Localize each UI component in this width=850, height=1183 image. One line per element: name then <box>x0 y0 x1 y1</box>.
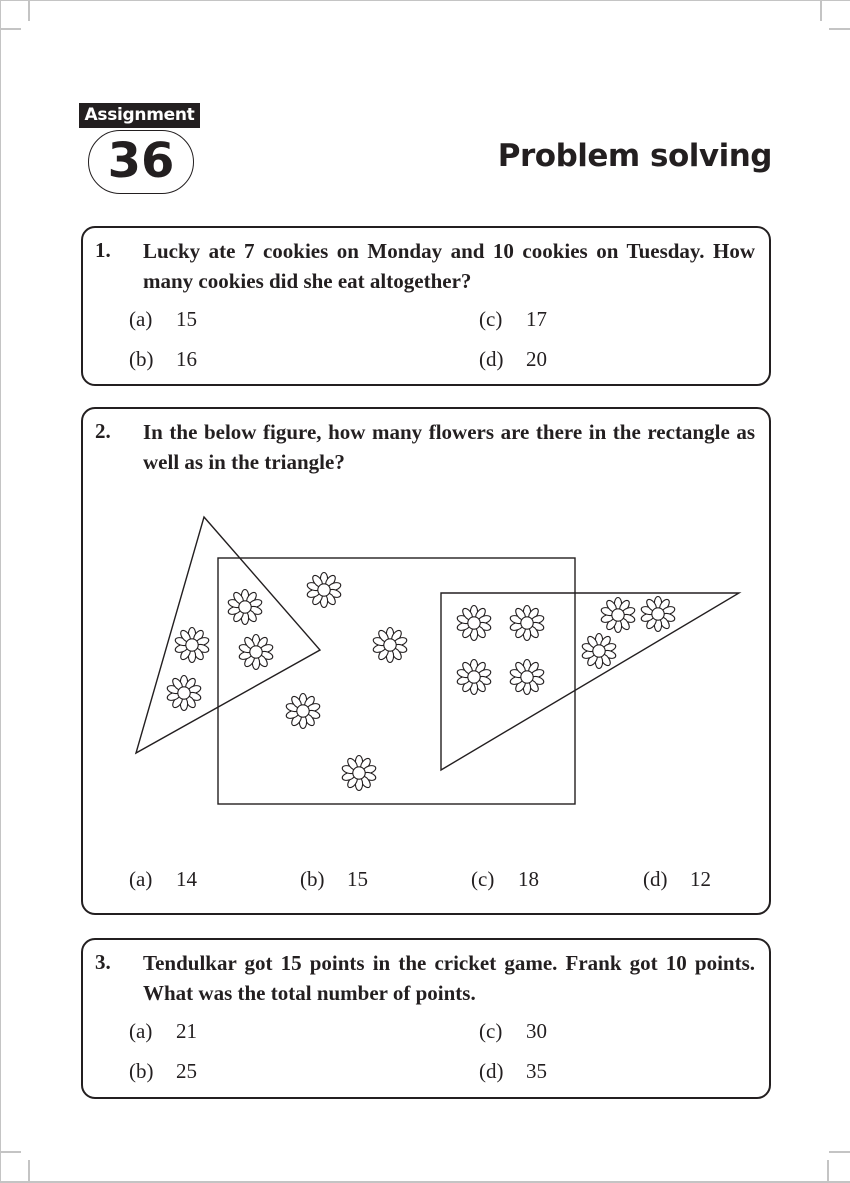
question-number: 3. <box>95 950 111 974</box>
flower-icon <box>306 573 342 608</box>
question-text: Lucky ate 7 cookies on Monday and 10 cookies on Tuesday. How many cookies did she eat altogether? <box>143 239 755 293</box>
assignment-number: 36 <box>88 130 194 194</box>
assignment-label: Assignment <box>79 103 200 128</box>
question-text: In the below figure, how many flowers are there in the rectangle as well as in the triangle? <box>143 420 755 474</box>
flower-icon <box>174 628 210 663</box>
option-d[interactable]: (d) 12 <box>643 867 711 891</box>
option-b[interactable]: (b) 15 <box>300 867 368 891</box>
flower-icon <box>285 694 321 729</box>
flower-icon <box>456 660 492 695</box>
option-c[interactable]: (c) 30 <box>479 1019 547 1043</box>
question-number: 1. <box>95 238 111 262</box>
option-c[interactable]: (c) 17 <box>479 307 547 331</box>
flower-icon <box>372 628 408 663</box>
flower-icon <box>238 635 274 670</box>
flower-icon <box>341 756 377 791</box>
flower-icon <box>509 606 545 641</box>
flower-icon <box>227 590 263 625</box>
option-b[interactable]: (b) 16 <box>129 347 197 371</box>
page-title: Problem solving <box>497 138 772 174</box>
option-a[interactable]: (a) 21 <box>129 1019 197 1043</box>
question-3 <box>81 938 771 1099</box>
question-text: Tendulkar got 15 points in the cricket game. Frank got 10 points. What was the total number of points. <box>143 951 755 1005</box>
flower-icon <box>640 597 676 632</box>
option-a[interactable]: (a) 14 <box>129 867 197 891</box>
option-d[interactable]: (d) 35 <box>479 1059 547 1083</box>
flower-icon <box>600 598 636 633</box>
flower-icon <box>456 606 492 641</box>
question-number: 2. <box>95 419 111 443</box>
flower-icon <box>581 634 617 669</box>
option-c[interactable]: (c) 18 <box>471 867 539 891</box>
flower-icon <box>509 660 545 695</box>
flower-icon <box>166 676 202 711</box>
option-b[interactable]: (b) 25 <box>129 1059 197 1083</box>
option-a[interactable]: (a) 15 <box>129 307 197 331</box>
option-d[interactable]: (d) 20 <box>479 347 547 371</box>
